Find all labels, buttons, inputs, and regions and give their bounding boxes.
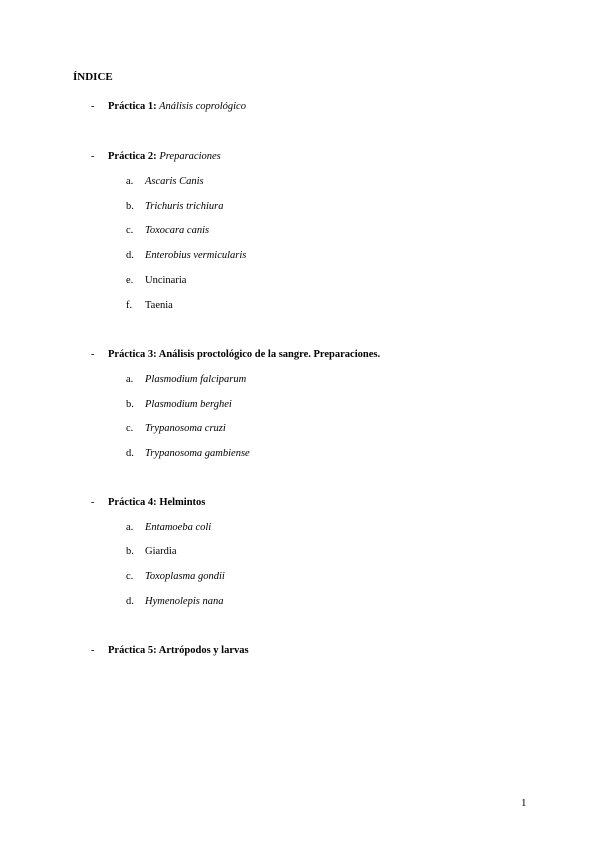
list-dash: -: [91, 349, 95, 360]
item-text: Hymenolepis nana: [145, 596, 224, 607]
list-item: [126, 300, 173, 311]
item-letter: e.: [126, 275, 134, 286]
list-dash: -: [91, 101, 95, 112]
list-item: [126, 399, 232, 410]
practica-2: [91, 151, 221, 162]
item-text: Toxoplasma gondii: [145, 571, 225, 582]
list-item: [126, 250, 246, 261]
list-item: [126, 522, 211, 533]
practica-label: Práctica 3:: [108, 349, 157, 360]
item-text: Trypanosoma gambiense: [145, 448, 250, 459]
item-letter: d.: [126, 596, 134, 607]
item-text: Taenia: [145, 300, 173, 311]
practica-5: [91, 645, 249, 656]
item-letter: a.: [126, 522, 134, 533]
practica-4: [91, 497, 205, 508]
list-item: [126, 275, 186, 286]
practica-title: Análisis coprológico: [156, 101, 246, 112]
item-letter: c.: [126, 571, 134, 582]
list-item: [126, 176, 204, 187]
item-letter: a.: [126, 176, 134, 187]
item-letter: a.: [126, 374, 134, 385]
list-item: [126, 423, 226, 434]
list-item: [126, 225, 209, 236]
practica-3: [91, 349, 380, 360]
item-letter: b.: [126, 546, 134, 557]
list-item: [126, 201, 223, 212]
item-text: Uncinaria: [145, 275, 187, 286]
practica-label: Práctica 2:: [108, 151, 157, 162]
list-item: [126, 571, 225, 582]
item-letter: b.: [126, 201, 134, 212]
item-letter: c.: [126, 225, 134, 236]
practica-title: Helmintos: [156, 497, 206, 508]
practica-title: Artrópodos y larvas: [156, 645, 249, 656]
item-text: Trichuris trichiura: [145, 201, 224, 212]
list-dash: -: [91, 645, 95, 656]
list-item: [126, 374, 246, 385]
item-text: Entamoeba coli: [145, 522, 212, 533]
practica-1: [91, 101, 246, 112]
item-letter: b.: [126, 399, 134, 410]
practica-label: Práctica 5:: [108, 645, 157, 656]
practica-title: Preparaciones: [156, 151, 221, 162]
item-text: Plasmodium falciparum: [145, 374, 247, 385]
list-item: [126, 546, 177, 557]
list-dash: -: [91, 151, 95, 162]
item-letter: d.: [126, 250, 134, 261]
item-letter: c.: [126, 423, 134, 434]
item-text: Plasmodium berghei: [145, 399, 232, 410]
item-letter: d.: [126, 448, 134, 459]
item-letter: f.: [126, 300, 133, 311]
item-text: Trypanosoma cruzi: [145, 423, 226, 434]
item-text: Enterobius vermicularis: [145, 250, 247, 261]
page-number: 1: [521, 797, 527, 809]
practica-label: Práctica 4:: [108, 497, 157, 508]
list-dash: -: [91, 497, 95, 508]
page-title: ÍNDICE: [73, 71, 113, 83]
list-item: [126, 448, 250, 459]
item-text: Giardia: [145, 546, 177, 557]
practica-label: Práctica 1:: [108, 101, 157, 112]
item-text: Ascaris Canis: [145, 176, 204, 187]
practica-title: Análisis proctológico de la sangre. Preparaciones.: [156, 349, 381, 360]
list-item: [126, 596, 223, 607]
item-text: Toxocara canis: [145, 225, 210, 236]
